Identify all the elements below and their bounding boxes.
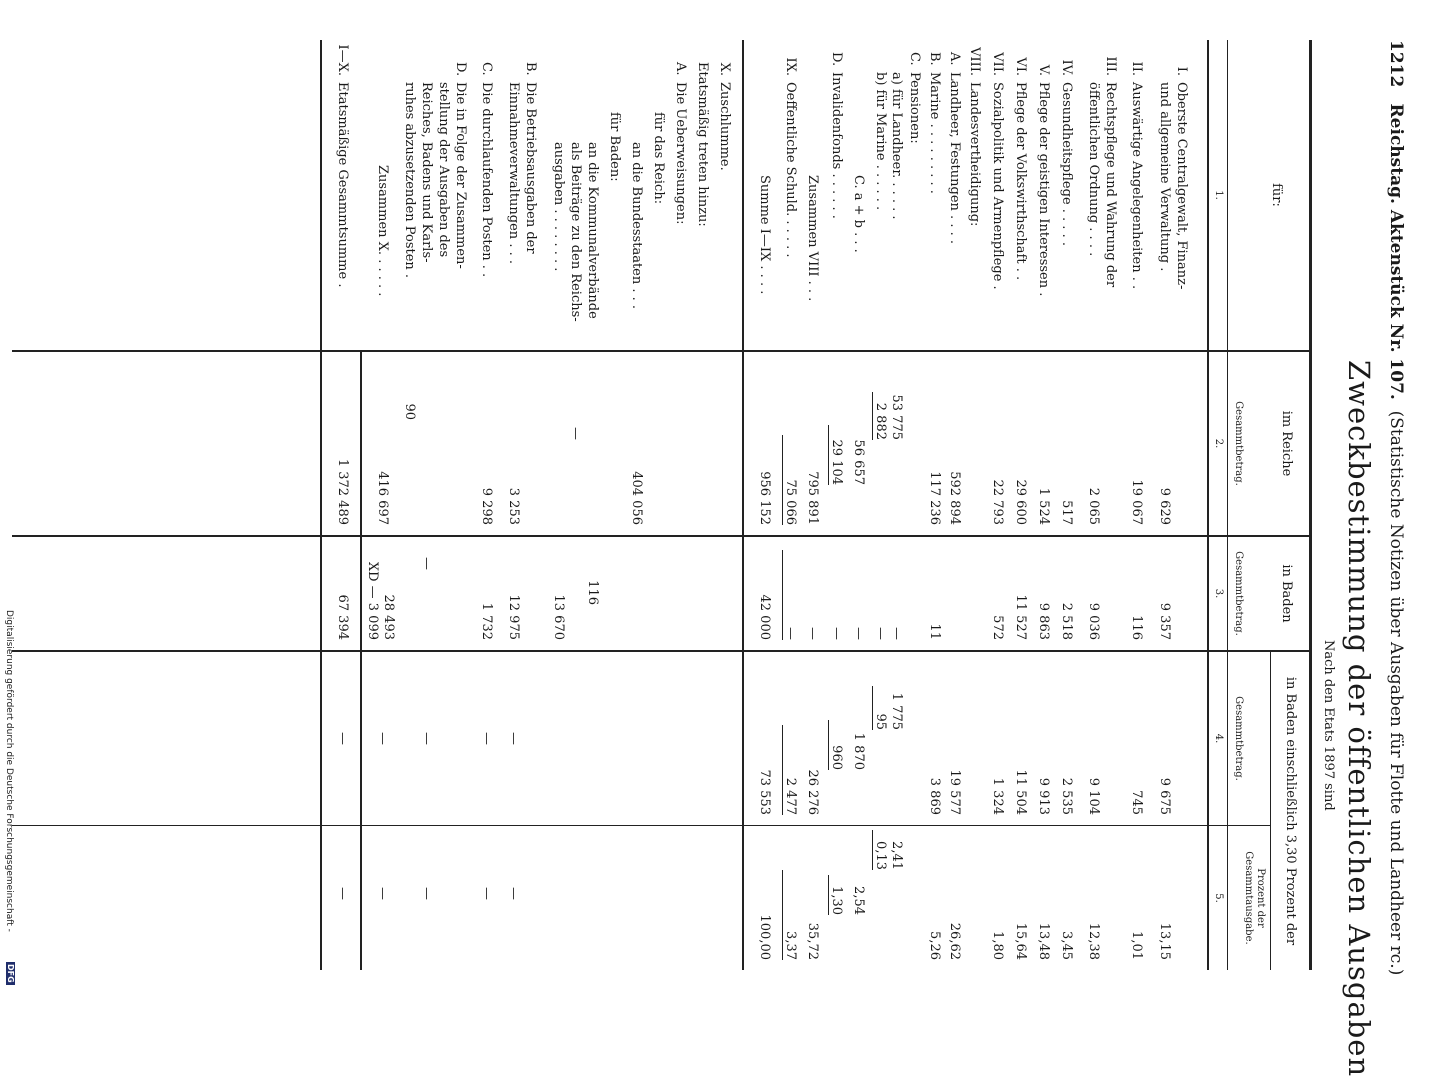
col2-header: im Reiche	[1279, 410, 1294, 477]
row-viii-csum-label: C. a + b . . .	[851, 175, 866, 253]
row-viii-d-c4: 960	[828, 720, 844, 770]
row-total-c5: —	[335, 887, 350, 900]
row-viii-cb-c5: 0,13	[872, 830, 888, 870]
row-iii-c3: 9 036	[1086, 602, 1101, 640]
row-roman-iii: III.	[1103, 56, 1118, 76]
col3-number: 3.	[1213, 588, 1224, 599]
row-x-d-label-3: Reiches, Badens und Karls-	[419, 82, 434, 263]
row-sum-c4: 73 553	[757, 769, 772, 815]
subheader-rule	[1270, 652, 1271, 970]
row-viii-cb-c4: 95	[872, 686, 888, 730]
row-roman-iv: IV.	[1059, 59, 1074, 76]
row-vii-c3: 572	[990, 615, 1005, 640]
row-x-a-bundesstaaten-label: an die Bundesstaaten . . .	[629, 142, 644, 310]
row-x-c-c5: —	[479, 887, 494, 900]
row-v-c5: 13,48	[1036, 922, 1051, 960]
col-divider-3	[12, 650, 1312, 652]
row-x-b-c3: 12 975	[506, 594, 521, 640]
row-vii-c4: 1 324	[990, 777, 1005, 815]
row-roman-vi: VI.	[1013, 57, 1028, 76]
row-iii-label-1: Rechtspflege und Wahrung der	[1103, 82, 1118, 288]
row-ix-c2: 75 066	[782, 435, 798, 525]
row-x-total-c3b: XD — 3 099	[365, 561, 380, 640]
row-viii-cb-c2: 2 882	[872, 392, 888, 440]
row-viii-total-c2: 795 891	[805, 471, 820, 525]
row-vii-c2: 22 793	[990, 479, 1005, 525]
row-x-total-label: Zusammen X. . . . . .	[375, 165, 390, 297]
row-ix-c5: 3,37	[782, 870, 798, 960]
header-rule	[1227, 40, 1228, 970]
row-viii-d-letter: D.	[829, 52, 844, 67]
running-head	[1386, 40, 1406, 975]
row-vi-c3: 11 527	[1013, 594, 1028, 640]
row-ii-c3: 116	[1129, 615, 1144, 640]
page-subtitle: Nach den Etats 1897 sind	[1321, 640, 1336, 811]
row-iv-c3: 2 518	[1059, 602, 1074, 640]
row-viii-b-c2: 117 236	[927, 471, 942, 525]
row-viii-b-c5: 5,26	[927, 931, 942, 960]
row-x-b-label-2: Einnahmeverwaltungen . . .	[506, 82, 521, 264]
row-viii-d-c2: 29 104	[828, 425, 844, 485]
row-viii-total-c5: 35,72	[805, 922, 820, 960]
row-iii-c5: 12,38	[1086, 922, 1101, 960]
row-viii-b-c3: 11	[927, 623, 942, 640]
row-vi-c5: 15,64	[1013, 922, 1028, 960]
row-x-d-label-1: Die in Folge der Zusammen-	[453, 82, 468, 269]
table-bottom-rule	[320, 40, 322, 970]
row-roman-ix: IX.	[783, 57, 798, 76]
row-x-total-c2: 416 697	[375, 471, 390, 525]
row-ix-c4: 2 477	[782, 725, 798, 815]
row-total-c2: 1 372 489	[335, 458, 350, 525]
row-x-d-c2: 90	[402, 403, 417, 420]
row-x-a-baden: für Baden:	[607, 112, 622, 182]
row-ii-c5: 1,01	[1129, 931, 1144, 960]
col5-number: 5.	[1213, 893, 1224, 903]
row-viii-c-letter: C.	[907, 52, 922, 66]
row-v-c3: 9 863	[1036, 602, 1051, 640]
row-roman-ii: II.	[1129, 61, 1144, 76]
row-x-total-c3a: 28 493	[381, 594, 396, 640]
row-viii-d-label: Invalidenfonds . . . . . .	[829, 72, 844, 219]
row-i-label-2: und allgemeine Verwaltung .	[1157, 82, 1172, 272]
row-sum-c2: 956 152	[757, 471, 772, 525]
row-total-c4: —	[335, 732, 350, 745]
row-sum-c5: 100,00	[757, 914, 772, 960]
running-head-rest: (Statistische Notizen über Ausgaben für Flotte und Landheer rc.)	[1386, 410, 1406, 976]
row-v-label: Pflege der geistigen Interessen .	[1036, 82, 1051, 297]
row-viii-csum-c2: 56 657	[851, 439, 866, 485]
col2-number: 2.	[1213, 438, 1224, 449]
col3-subheader: Gesammtbetrag.	[1233, 551, 1244, 636]
row-x-a-reich: für das Reich:	[651, 112, 666, 205]
row-viii-a-c4: 19 577	[947, 769, 962, 815]
row-x-c-c4: —	[479, 732, 494, 745]
col-divider-1	[12, 350, 1312, 352]
grand-total-rule	[360, 350, 362, 970]
row-viii-a-c5: 26,62	[947, 922, 962, 960]
row-iii-c2: 2 065	[1086, 487, 1101, 525]
row-sum-c3: 42 000	[757, 594, 772, 640]
running-head-prefix: Reichstag. Aktenstück Nr. 107.	[1386, 103, 1406, 400]
row-viii-d-c5: 1,30	[828, 875, 844, 915]
page-title: Zweckbestimmung der öffentlichen Ausgaben	[1342, 360, 1376, 1077]
row-roman-viii: VIII.	[967, 47, 982, 76]
row-iv-c5: 3,45	[1059, 931, 1074, 960]
row-x-d-label-2: stellung der Ausgaben des	[436, 82, 451, 258]
row-viii-csum-c3: —	[851, 627, 866, 640]
row-ix-c3: —	[782, 550, 798, 640]
row-ix-label: Oeffentliche Schuld. . . . . .	[783, 82, 798, 258]
row-sum-label: Summe I—IX . . . .	[757, 175, 772, 295]
row-total-c3: 67 394	[335, 594, 350, 640]
row-v-c4: 9 913	[1036, 777, 1051, 815]
row-viii-total-c4: 26 276	[805, 769, 820, 815]
row-vii-c5: 1,80	[990, 931, 1005, 960]
row-viii-a-c2: 592 894	[947, 471, 962, 525]
row-x-c-letter: C.	[479, 62, 494, 76]
col4-subheader: Gesammtbetrag.	[1233, 696, 1244, 781]
row-iii-c4: 9 104	[1086, 777, 1101, 815]
row-v-c2: 1 524	[1036, 487, 1051, 525]
col-divider-4	[12, 825, 1271, 826]
row-ii-label: Auswärtige Angelegenheiten . .	[1129, 82, 1144, 290]
row-i-c5: 13,15	[1157, 922, 1172, 960]
row-viii-b-c4: 3 869	[927, 777, 942, 815]
row-x-d-c3: —	[419, 557, 434, 570]
row-x-a-kommunal-1: an die Kommunalverbände	[585, 142, 600, 319]
row-x-a-bundesstaaten-c2: 404 056	[629, 471, 644, 525]
row-total-label: Etatsmäßige Gesammtsumme .	[335, 82, 350, 288]
row-viii-ca-label: a) für Landheer. . . . . .	[889, 72, 904, 220]
row-viii-csum-c5: 2,54	[851, 886, 866, 915]
row-i-c3: 9 357	[1157, 602, 1172, 640]
row-viii-cb-label: b) für Marine . . . . . .	[873, 72, 888, 211]
row-vii-label: Sozialpolitik und Armenpflege .	[990, 82, 1005, 290]
col1-number: 1.	[1213, 190, 1224, 200]
row-viii-ca-c5: 2,41	[889, 841, 904, 870]
row-x-a-kommunal-c2: —	[568, 427, 583, 440]
row-x-a-kommunal-c3: 116	[585, 580, 600, 605]
row-x-total-c5: —	[375, 887, 390, 900]
row-iv-c2: 517	[1059, 500, 1074, 525]
row-iv-label: Gesundheitspflege . . . . .	[1059, 82, 1074, 246]
col1-header: für:	[1269, 183, 1284, 207]
row-viii-csum-c4: 1 870	[851, 732, 866, 770]
dfg-logo: DFG	[6, 964, 15, 983]
row-i-c4: 9 675	[1157, 777, 1172, 815]
col-divider-2	[12, 535, 1312, 537]
row-iii-label-2: öffentlichen Ordnung . . . .	[1086, 82, 1101, 257]
row-x-d-letter: D.	[453, 62, 468, 77]
row-viii-ca-c4: 1 775	[889, 692, 904, 730]
col5-subheader-2: Gesammtausgabe.	[1243, 851, 1254, 945]
row-viii-b-label: Marine . . . . . . . . .	[927, 72, 942, 194]
row-x-label: Zuschlumme.	[717, 82, 732, 171]
row-x-a-letter: A.	[673, 62, 688, 76]
row-x-a-kommunal-2: als Beiträge zu den Reichs-	[568, 142, 583, 322]
row-i-label-1: Oberste Centralgewalt, Finanz-	[1174, 82, 1189, 290]
row-x-b-c4: —	[506, 732, 521, 745]
row-x-b-letter: B.	[523, 62, 538, 76]
section-rule	[742, 40, 744, 970]
row-viii-ca-c3: —	[889, 627, 904, 640]
row-x-a-kommunal-3: ausgaben . . . . . . . .	[551, 142, 566, 272]
row-vi-c4: 11 504	[1013, 769, 1028, 815]
row-viii-ca-c2: 53 775	[889, 394, 904, 440]
row-x-c-c2: 9 298	[479, 487, 494, 525]
row-iv-c4: 2 535	[1059, 777, 1074, 815]
row-x-c-c3: 1 732	[479, 602, 494, 640]
col4-number: 4.	[1213, 733, 1224, 744]
row-x-intro: Etatsmäßig treten hinzu:	[695, 62, 710, 227]
row-i-c2: 9 629	[1157, 487, 1172, 525]
row-x-b-c5: —	[506, 887, 521, 900]
row-ii-c2: 19 067	[1129, 479, 1144, 525]
row-x-total-c4: —	[375, 732, 390, 745]
header-bottom-rule	[1207, 40, 1209, 970]
row-x-c-label: Die durchlaufenden Posten . .	[479, 82, 494, 278]
row-roman-i-x: I—X.	[335, 44, 350, 76]
row-vi-c2: 29 600	[1013, 479, 1028, 525]
row-x-a-kommunal-c3b: 13 670	[551, 594, 566, 640]
row-x-a-label: Die Ueberweisungen:	[673, 82, 688, 225]
row-viii-cb-c3: —	[873, 627, 888, 640]
page-number: 1212	[1386, 40, 1406, 88]
col2-subheader: Gesammtbetrag.	[1233, 401, 1244, 486]
row-viii-a-label: Landheer, Festungen . . . .	[947, 72, 962, 244]
row-viii-total-c3: —	[805, 627, 820, 640]
row-viii-total-label: Zusammen VIII . . .	[805, 175, 820, 302]
row-x-d-c5: —	[419, 887, 434, 900]
row-roman-x: X.	[717, 62, 732, 76]
row-x-d-label-4: ruhes abzusetzenden Posten .	[402, 82, 417, 279]
row-roman-v: V.	[1036, 64, 1051, 76]
row-viii-d-c3: —	[829, 627, 844, 640]
row-roman-i: I.	[1174, 66, 1189, 76]
col3-header: in Baden	[1279, 564, 1294, 623]
row-x-d-c4: —	[419, 732, 434, 745]
row-roman-vii: VII.	[990, 52, 1005, 76]
col45-header: in Baden einschließlich 3,30 Prozent der	[1283, 676, 1298, 946]
row-vi-label: Pflege der Volkswirthschaft . .	[1013, 82, 1028, 281]
col5-subheader-1: Prozent der	[1255, 868, 1266, 928]
row-viii-label: Landesvertheidigung:	[967, 82, 982, 227]
row-viii-b-letter: B.	[927, 52, 942, 66]
table-top-rule	[1309, 40, 1312, 970]
row-x-b-label-1: Die Betriebsausgaben der	[523, 82, 538, 254]
row-x-b-c2: 3 253	[506, 487, 521, 525]
digitization-note: Digitalisierung gefördert durch die Deutsche Forschungsgemeinschaft -	[4, 610, 14, 932]
row-viii-c-label: Pensionen:	[907, 72, 922, 144]
row-ii-c4: 745	[1129, 790, 1144, 815]
row-viii-a-letter: A.	[947, 52, 962, 66]
